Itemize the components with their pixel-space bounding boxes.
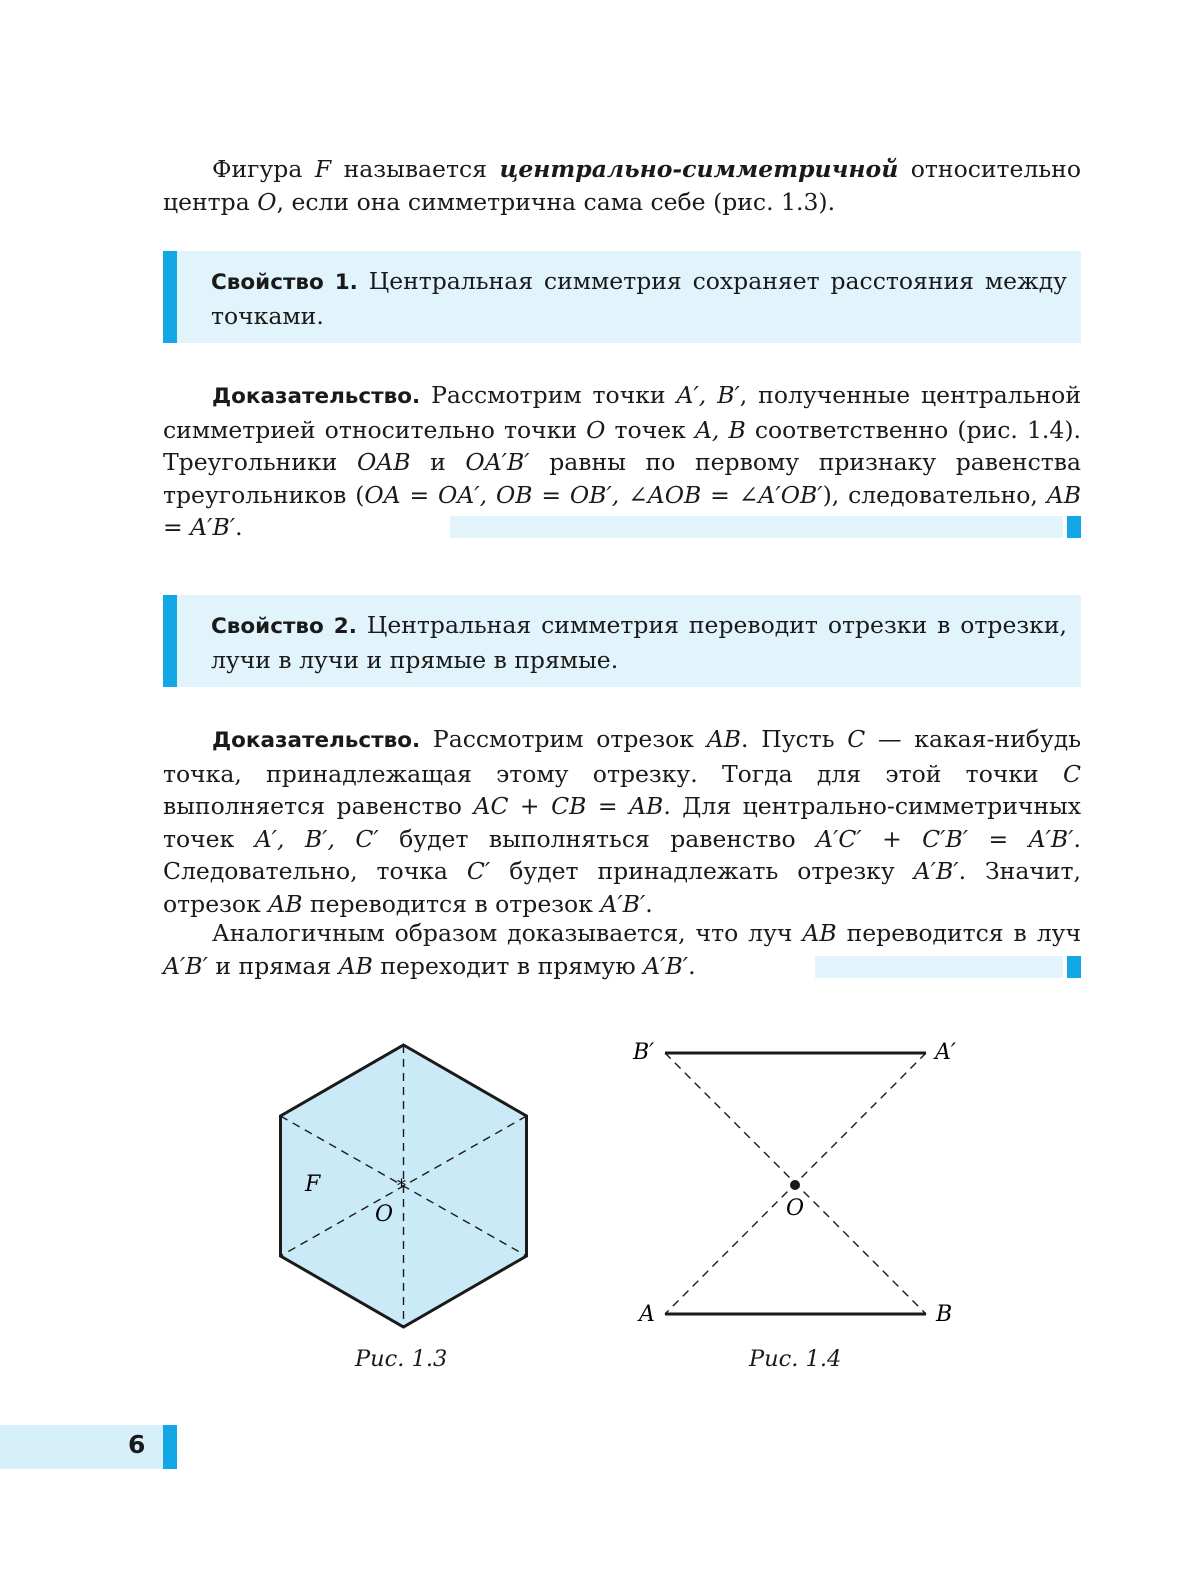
- math: OA′B′: [465, 448, 530, 476]
- proof-text: равны по первому признаку равенства треугольников (: [163, 448, 1081, 509]
- intro-text: относительно центра: [163, 155, 1081, 216]
- property-2-text: [211, 609, 1067, 676]
- property-1-text: [211, 265, 1067, 332]
- property-2-accent-bar: [163, 595, 177, 687]
- property-2-lead: Свойство 2.: [211, 614, 357, 639]
- proof-text: Аналогичным образом доказывается, что луч: [212, 919, 803, 947]
- proof-text: соответственно (рис. 1.4). Треугольники: [163, 415, 1081, 476]
- math: OA = OA′, OB = OB′, ∠AOB = ∠A′OB′: [364, 480, 823, 509]
- proof-text: . Значит, отрезок: [163, 857, 1081, 918]
- intro-text: Фигура: [212, 155, 315, 183]
- proof-2-lead: Доказательство.: [212, 728, 421, 753]
- label-b-prime: B′: [633, 1040, 655, 1065]
- center-point: [790, 1180, 800, 1190]
- var-o: O: [257, 187, 277, 216]
- proof-1-qed-marker: [450, 516, 1081, 538]
- proof-text: и прямая: [207, 951, 339, 980]
- label-b: B: [936, 1302, 953, 1327]
- proof-text: .: [645, 889, 653, 918]
- proof-text: , полученные центральной симметрией относительно точки: [163, 381, 1081, 444]
- proof-text: будет выполняться равенство: [378, 824, 817, 853]
- proof-text: . Для центрально-симметричных точек: [163, 792, 1082, 853]
- proof-2-paragraph: [163, 723, 1081, 920]
- proof-text: выполняется равенство: [163, 792, 474, 820]
- proof-text: .: [688, 951, 696, 980]
- proof-text: переходит в прямую: [372, 951, 644, 980]
- math: A′B′: [163, 951, 208, 980]
- proof-text: . Пусть: [741, 725, 848, 753]
- proof-text: будет принадлежать отрезку: [490, 857, 914, 885]
- figure-1-3-hexagon: [260, 1030, 550, 1340]
- math: OAB: [356, 448, 411, 476]
- math: AB = A′B′: [163, 480, 1081, 541]
- qed-line: [815, 956, 1063, 978]
- proof-text: ), следовательно,: [822, 480, 1047, 509]
- math: A′B′: [913, 857, 959, 885]
- proof-1-lead: Доказательство.: [212, 384, 421, 409]
- term-central-symmetric: центрально-симметричной: [499, 155, 899, 183]
- proof-text: Рассмотрим отрезок: [420, 725, 707, 753]
- label-f: F: [305, 1172, 321, 1197]
- label-o: O: [375, 1202, 394, 1227]
- property-1-lead: Свойство 1.: [211, 270, 358, 295]
- property-2-box: [163, 595, 1081, 687]
- intro-paragraph: [163, 153, 1081, 218]
- math: A′, B′, C′: [254, 824, 379, 853]
- figure-1-4-caption: Рис. 1.4: [749, 1346, 842, 1372]
- proof-text: и: [410, 448, 466, 476]
- math: A, B: [694, 415, 746, 444]
- qed-square: [1067, 516, 1081, 538]
- proof-text: — какая-нибудь точка, принадлежащая этому отрезку. Тогда для этой точки: [163, 725, 1081, 788]
- math: C′: [466, 857, 491, 885]
- math: C: [1063, 759, 1081, 788]
- page-number-tab: [0, 1425, 177, 1469]
- proof-2-qed-marker: [815, 956, 1081, 978]
- qed-line: [450, 516, 1063, 538]
- qed-square: [1067, 956, 1081, 978]
- math: A′C′ + C′B′ = A′B′: [816, 824, 1074, 853]
- property-2-body: Центральная симметрия переводит отрезки в отрезки, лучи в лучи и прямые в прямые.: [211, 611, 1067, 674]
- proof-text: точек: [605, 415, 695, 444]
- label-a: A: [639, 1302, 655, 1327]
- property-1-box: [163, 251, 1081, 343]
- center-star: *: [397, 1176, 406, 1197]
- math: AC + CB = AB: [473, 792, 664, 820]
- var-f: F: [314, 155, 332, 183]
- proof-text: . Следовательно, точка: [163, 824, 1082, 885]
- math: C: [847, 725, 866, 753]
- math: AB: [802, 919, 837, 947]
- math: A′B′: [600, 889, 646, 918]
- label-o: O: [786, 1196, 805, 1221]
- math: O: [586, 415, 606, 444]
- label-a-prime: A′: [935, 1040, 956, 1065]
- proof-text: Рассмотрим точки: [420, 381, 677, 409]
- math: A′B′: [643, 951, 689, 980]
- property-1-accent-bar: [163, 251, 177, 343]
- proof-text: переводится в отрезок: [302, 889, 601, 918]
- figure-1-3-caption: Рис. 1.3: [355, 1346, 448, 1372]
- intro-text: , если она симметрична сама себе (рис. 1.3).: [276, 187, 836, 216]
- page-tab-accent: [163, 1425, 177, 1469]
- property-1-body: Центральная симметрия сохраняет расстояния между точками.: [211, 267, 1067, 330]
- math: AB: [706, 725, 741, 753]
- proof-text: переводится в луч: [836, 919, 1082, 947]
- page-number: 6: [128, 1430, 146, 1459]
- math: A′, B′: [676, 381, 740, 409]
- figure-1-4-segments: [620, 1030, 970, 1335]
- math: AB: [338, 951, 373, 980]
- math: AB: [268, 889, 303, 918]
- intro-text: называется: [331, 155, 500, 183]
- proof-text: .: [235, 513, 243, 541]
